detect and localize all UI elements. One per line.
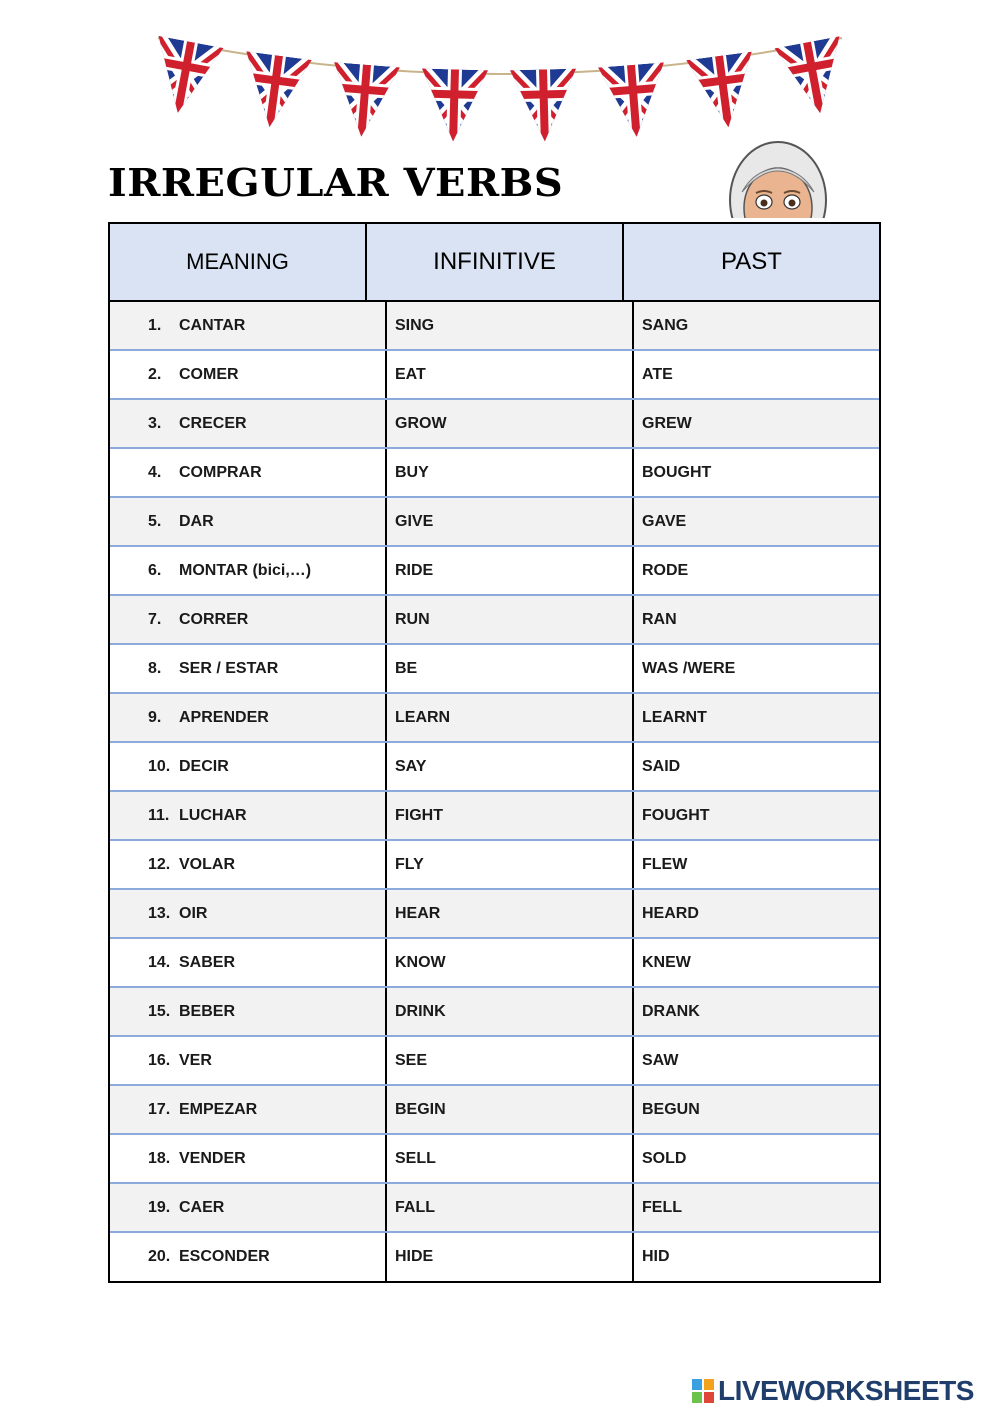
- column-header-past: PAST: [622, 224, 879, 300]
- row-number: 14.: [148, 953, 171, 971]
- cell-past: RAN: [632, 596, 879, 643]
- cell-past: HEARD: [632, 890, 879, 937]
- row-number: 9.: [148, 708, 162, 726]
- union-jack-flag-icon: [598, 62, 669, 139]
- cell-meaning: [110, 547, 385, 594]
- union-jack-flag-icon: [420, 69, 488, 143]
- cell-infinitive: RUN: [385, 596, 632, 643]
- cell-meaning: [110, 449, 385, 496]
- meaning-text: DAR: [179, 512, 214, 530]
- cell-past: FLEW: [632, 841, 879, 888]
- cell-meaning: [110, 498, 385, 545]
- meaning-text: CANTAR: [179, 316, 246, 334]
- liveworksheets-logo: [692, 1375, 974, 1407]
- cell-infinitive: FALL: [385, 1184, 632, 1231]
- cell-past: HID: [632, 1233, 879, 1281]
- cell-infinitive: SELL: [385, 1135, 632, 1182]
- cell-meaning: [110, 743, 385, 790]
- cell-past: SAID: [632, 743, 879, 790]
- cell-infinitive: GROW: [385, 400, 632, 447]
- row-number: 16.: [148, 1051, 171, 1069]
- table-row: [110, 498, 879, 547]
- row-number: 3.: [148, 414, 162, 432]
- cell-meaning: [110, 890, 385, 937]
- row-number: 20.: [148, 1248, 171, 1265]
- union-jack-flag-icon: [775, 36, 850, 119]
- table-row: [110, 596, 879, 645]
- cell-meaning: [110, 1086, 385, 1133]
- cell-meaning: [110, 988, 385, 1035]
- cell-past: SOLD: [632, 1135, 879, 1182]
- cell-infinitive: SING: [385, 302, 632, 349]
- table-row: [110, 645, 879, 694]
- meaning-text: EMPEZAR: [179, 1100, 258, 1118]
- row-number: 17.: [148, 1100, 171, 1118]
- cell-past: GREW: [632, 400, 879, 447]
- cell-infinitive: BEGIN: [385, 1086, 632, 1133]
- cell-infinitive: BE: [385, 645, 632, 692]
- cell-meaning: [110, 645, 385, 692]
- irregular-verbs-table: [108, 222, 881, 1283]
- meaning-text: SER / ESTAR: [179, 659, 279, 677]
- table-row: [110, 1037, 879, 1086]
- cell-infinitive: DRINK: [385, 988, 632, 1035]
- cell-meaning: [110, 1037, 385, 1084]
- cell-past: ATE: [632, 351, 879, 398]
- cell-past: SAW: [632, 1037, 879, 1084]
- table-row: [110, 1135, 879, 1184]
- cell-meaning: [110, 400, 385, 447]
- cell-meaning: [110, 596, 385, 643]
- cell-past: LEARNT: [632, 694, 879, 741]
- brand-name: LIVEWORKSHEETS: [718, 1375, 974, 1406]
- row-number: 13.: [148, 904, 171, 922]
- union-jack-flag-icon: [328, 62, 400, 139]
- cell-infinitive: BUY: [385, 449, 632, 496]
- meaning-text: VENDER: [179, 1149, 246, 1167]
- cell-past: BOUGHT: [632, 449, 879, 496]
- meaning-text: LUCHAR: [179, 806, 247, 824]
- table-row: [110, 890, 879, 939]
- cell-infinitive: FIGHT: [385, 792, 632, 839]
- meaning-text: COMER: [179, 365, 239, 383]
- cell-infinitive: SEE: [385, 1037, 632, 1084]
- table-row: [110, 1233, 879, 1281]
- table-row: [110, 939, 879, 988]
- cell-meaning: [110, 841, 385, 888]
- cell-infinitive: HEAR: [385, 890, 632, 937]
- meaning-text: MONTAR (bici,…): [179, 561, 312, 579]
- cell-infinitive: SAY: [385, 743, 632, 790]
- union-jack-flag-icon: [150, 36, 223, 119]
- table-row: [110, 400, 879, 449]
- cell-past: SANG: [632, 302, 879, 349]
- row-number: 18.: [148, 1149, 171, 1167]
- cell-past: FELL: [632, 1184, 879, 1231]
- table-row: [110, 449, 879, 498]
- row-number: 15.: [148, 1002, 171, 1020]
- table-row: [110, 988, 879, 1037]
- meaning-text: VOLAR: [179, 855, 235, 873]
- cell-past: GAVE: [632, 498, 879, 545]
- meaning-text: CAER: [179, 1198, 225, 1216]
- cell-meaning: [110, 1233, 385, 1281]
- union-jack-flag-icon: [686, 52, 761, 132]
- cell-meaning: [110, 351, 385, 398]
- table-header: [110, 224, 879, 302]
- cell-infinitive: EAT: [385, 351, 632, 398]
- cell-meaning: [110, 939, 385, 986]
- row-number: 19.: [148, 1198, 171, 1216]
- cell-past: BEGUN: [632, 1086, 879, 1133]
- row-number: 5.: [148, 512, 162, 530]
- table-row: [110, 694, 879, 743]
- cell-past: WAS /WERE: [632, 645, 879, 692]
- meaning-text: CORRER: [179, 610, 249, 628]
- meaning-text: BEBER: [179, 1002, 236, 1020]
- cell-infinitive: KNOW: [385, 939, 632, 986]
- cell-meaning: [110, 302, 385, 349]
- cell-infinitive: HIDE: [385, 1233, 632, 1281]
- meaning-text: APRENDER: [179, 708, 269, 726]
- meaning-text: COMPRAR: [179, 463, 262, 481]
- table-row: [110, 302, 879, 351]
- column-header-infinitive: INFINITIVE: [365, 224, 622, 300]
- cell-past: DRANK: [632, 988, 879, 1035]
- table-row: [110, 743, 879, 792]
- liveworksheets-logo-icon: [692, 1379, 714, 1403]
- row-number: 2.: [148, 365, 162, 383]
- cell-meaning: [110, 792, 385, 839]
- meaning-text: SABER: [179, 953, 236, 971]
- meaning-text: ESCONDER: [179, 1248, 270, 1265]
- teacher-avatar-icon: [722, 140, 832, 222]
- cell-meaning: [110, 694, 385, 741]
- row-number: 6.: [148, 561, 162, 579]
- union-jack-flag-icon: [237, 51, 312, 131]
- cell-meaning: [110, 1184, 385, 1231]
- page-title: IRREGULAR VERBS: [108, 160, 564, 205]
- row-number: 7.: [148, 610, 162, 628]
- cell-past: RODE: [632, 547, 879, 594]
- table-row: [110, 841, 879, 890]
- row-number: 10.: [148, 757, 171, 775]
- row-number: 4.: [148, 463, 162, 481]
- row-number: 11.: [148, 806, 170, 824]
- table-row: [110, 547, 879, 596]
- cell-meaning: [110, 1135, 385, 1182]
- cell-infinitive: RIDE: [385, 547, 632, 594]
- meaning-text: DECIR: [179, 757, 229, 775]
- cell-infinitive: LEARN: [385, 694, 632, 741]
- row-number: 1.: [148, 316, 162, 334]
- meaning-text: OIR: [179, 904, 208, 922]
- row-number: 12.: [148, 855, 171, 873]
- table-row: [110, 1184, 879, 1233]
- meaning-text: CRECER: [179, 414, 247, 432]
- row-number: 8.: [148, 659, 162, 677]
- cell-infinitive: FLY: [385, 841, 632, 888]
- cell-infinitive: GIVE: [385, 498, 632, 545]
- table-row: [110, 1086, 879, 1135]
- union-jack-flag-icon: [510, 69, 578, 143]
- cell-past: KNEW: [632, 939, 879, 986]
- table-row: [110, 351, 879, 400]
- table-row: [110, 792, 879, 841]
- meaning-text: VER: [179, 1051, 212, 1069]
- cell-past: FOUGHT: [632, 792, 879, 839]
- column-header-meaning: MEANING: [186, 249, 289, 274]
